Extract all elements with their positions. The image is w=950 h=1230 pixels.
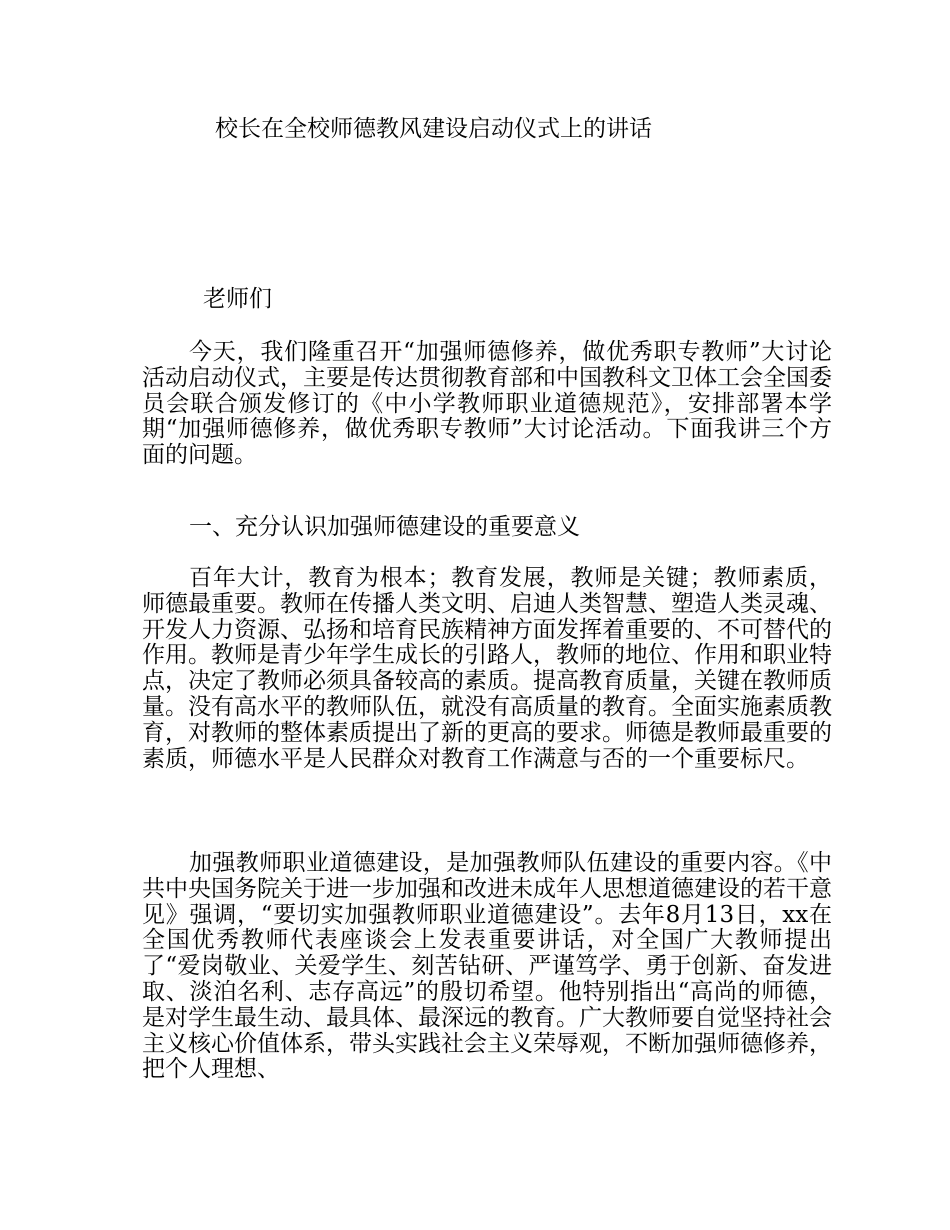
- paragraph-significance: 百年大计，教育为根本；教育发展，教师是关键；教师素质，师德最重要。教师在传播人类文明、启迪人类智慧、塑造人类灵魂、开发人力资源、弘扬和培育民族精神方面发挥着重要的、不可替代的作用。教师是青少年学生成长的引路人，教师的地位、作用和职业特点，决定了教师必须具备较高的素质。提高教育质量，关键在教师质量。没有高水平的教师队伍，就没有高质量的教育。全面实施素质教育，对教师的整体素质提出了新的更高的要求。师德是教师最重要的素质，师德水平是人民群众对教育工作满意与否的一个重要标尺。: [142, 565, 832, 772]
- document-title: 校长在全校师德教风建设启动仪式上的讲话: [215, 116, 652, 142]
- salutation: 老师们: [203, 286, 272, 312]
- section-heading-1: 一、充分认识加强师德建设的重要意义: [189, 514, 580, 540]
- paragraph-intro: 今天，我们隆重召开“加强师德修养，做优秀职专教师”大讨论活动启动仪式，主要是传达贯彻教育部和中国教科文卫体工会全国委员会联合颁发修订的《中小学教师职业道德规范》，安排部署本学期“加强师德修养，做优秀职专教师”大讨论活动。下面我讲三个方面的问题。: [142, 339, 832, 469]
- paragraph-ethics-building: 加强教师职业道德建设，是加强教师队伍建设的重要内容。《中共中央国务院关于进一步加强和改进未成年人思想道德建设的若干意见》强调，“要切实加强教师职业道德建设”。去年8月13日，xx在全国优秀教师代表座谈会上发表重要讲话，对全国广大教师提出了“爱岗敬业、关爱学生、刻苦钻研、严谨笃学、勇于创新、奋发进取、淡泊名利、志存高远”的殷切希望。他特别指出“高尚的师德，是对学生最生动、最具体、最深远的教育。广大教师要自觉坚持社会主义核心价值体系，带头实践社会主义荣辱观，不断加强师德修养，把个人理想、: [142, 850, 832, 1083]
